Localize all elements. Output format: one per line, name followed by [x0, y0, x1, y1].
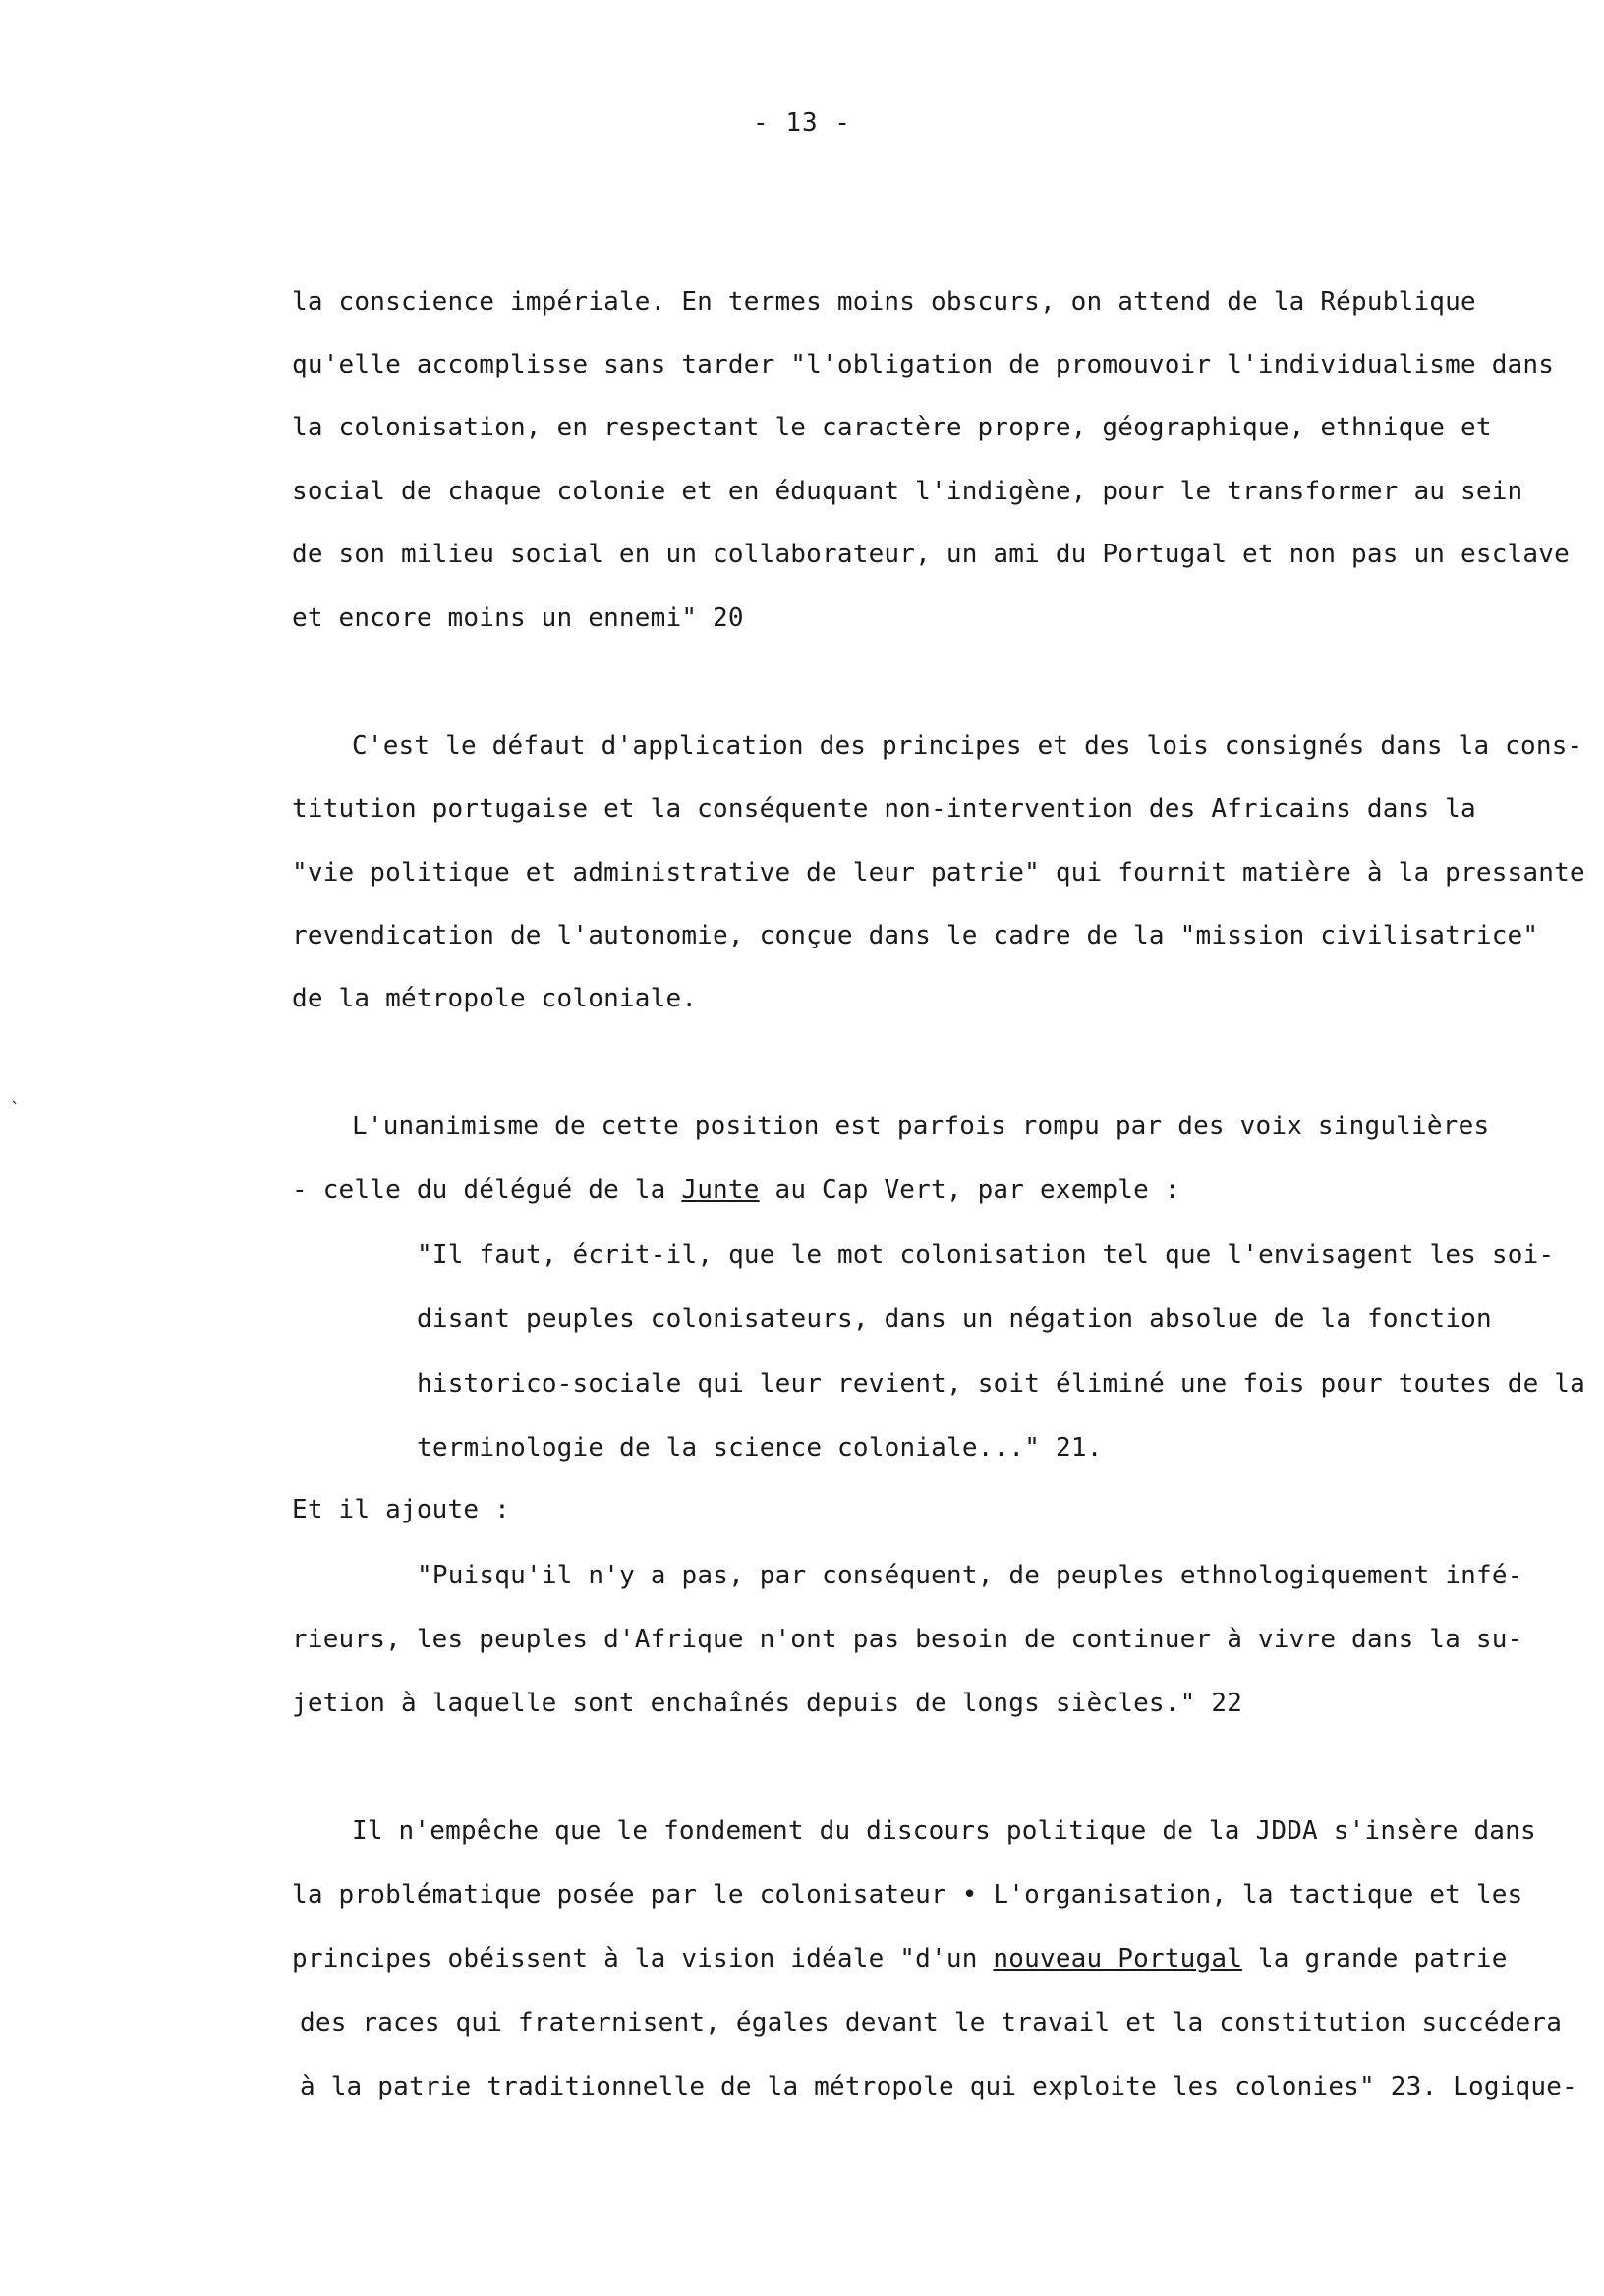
paragraph-4-line-1: Il n'empêche que le fondement du discours politique de la JDDA s'insère dans	[352, 1816, 1536, 1846]
paragraph-4-line-5: à la patrie traditionnelle de la métropole qui exploite les colonies" 23. Logique-	[300, 2072, 1577, 2101]
paragraph-3-line-2	[292, 1176, 1180, 1205]
paragraph-4-line-2: la problématique posée par le colonisateur • L'organisation, la tactique et les	[292, 1880, 1523, 1910]
paragraph-3-line-2-tail: au Cap Vert, par exemple :	[759, 1176, 1180, 1205]
paragraph-2-line-2: titution portugaise et la conséquente non-intervention des Africains dans la	[292, 794, 1476, 824]
underlined-nouveau-portugal: nouveau Portugal	[993, 1944, 1243, 1974]
quote-2-line-3: jetion à laquelle sont enchaînés depuis de longs siècles." 22	[292, 1689, 1243, 1718]
quote-1-line-2: disant peuples colonisateurs, dans un négation absolue de la fonction	[417, 1304, 1492, 1334]
paragraph-1-line-6: et encore moins un ennemi" 20	[292, 603, 744, 633]
paragraph-4-line-3-tail: la grande patrie	[1242, 1944, 1508, 1974]
paragraph-3-line-1: L'unanimisme de cette position est parfois rompu par des voix singulières	[352, 1112, 1490, 1141]
paragraph-4-line-3	[292, 1944, 1508, 1974]
quote-1-line-1: "Il faut, écrit-il, que le mot colonisation tel que l'envisagent les soi-	[417, 1240, 1555, 1270]
quote-2-line-2: rieurs, les peuples d'Afrique n'ont pas besoin de continuer à vivre dans la su-	[292, 1625, 1523, 1654]
quote-1-line-4: terminologie de la science coloniale..." 21.	[417, 1433, 1103, 1463]
paragraph-1-line-4: social de chaque colonie et en éduquant l'indigène, pour le transformer au sein	[292, 477, 1523, 506]
paragraph-4-line-3-text: principes obéissent à la vision idéale "d'un	[292, 1944, 994, 1974]
margin-mark: `	[10, 1099, 21, 1119]
paragraph-2-line-3: "vie politique et administrative de leur patrie" qui fournit matière à la pressante	[292, 858, 1585, 888]
quote-2-line-1: "Puisqu'il n'y a pas, par conséquent, de peuples ethnologiquement infé-	[417, 1561, 1523, 1590]
paragraph-1-line-5: de son milieu social en un collaborateur, un ami du Portugal et non pas un esclave	[292, 540, 1570, 569]
paragraph-1-line-1: la conscience impériale. En termes moins obscurs, on attend de la République	[292, 287, 1476, 316]
underlined-junte: Junte	[681, 1176, 760, 1205]
page-number: - 13 -	[753, 108, 851, 138]
paragraph-2-line-4: revendication de l'autonomie, conçue dans le cadre de la "mission civilisatrice"	[292, 921, 1539, 950]
paragraph-2-line-5: de la métropole coloniale.	[292, 984, 698, 1013]
paragraph-1-line-3: la colonisation, en respectant le caractère propre, géographique, ethnique et	[292, 413, 1492, 442]
paragraph-3-line-2-text: - celle du délégué de la	[292, 1176, 682, 1205]
paragraph-4-line-4: des races qui fraternisent, égales devant le travail et la constitution succédera	[300, 2008, 1563, 2038]
quote-1-line-3: historico-sociale qui leur revient, soit éliminé une fois pour toutes de la	[417, 1369, 1585, 1399]
paragraph-2-line-1: C'est le défaut d'application des principes et des lois consignés dans la cons-	[352, 731, 1583, 761]
paragraph-1-line-2: qu'elle accomplisse sans tarder "l'obligation de promouvoir l'individualisme dans	[292, 350, 1555, 379]
transition-line: Et il ajoute :	[292, 1495, 510, 1524]
